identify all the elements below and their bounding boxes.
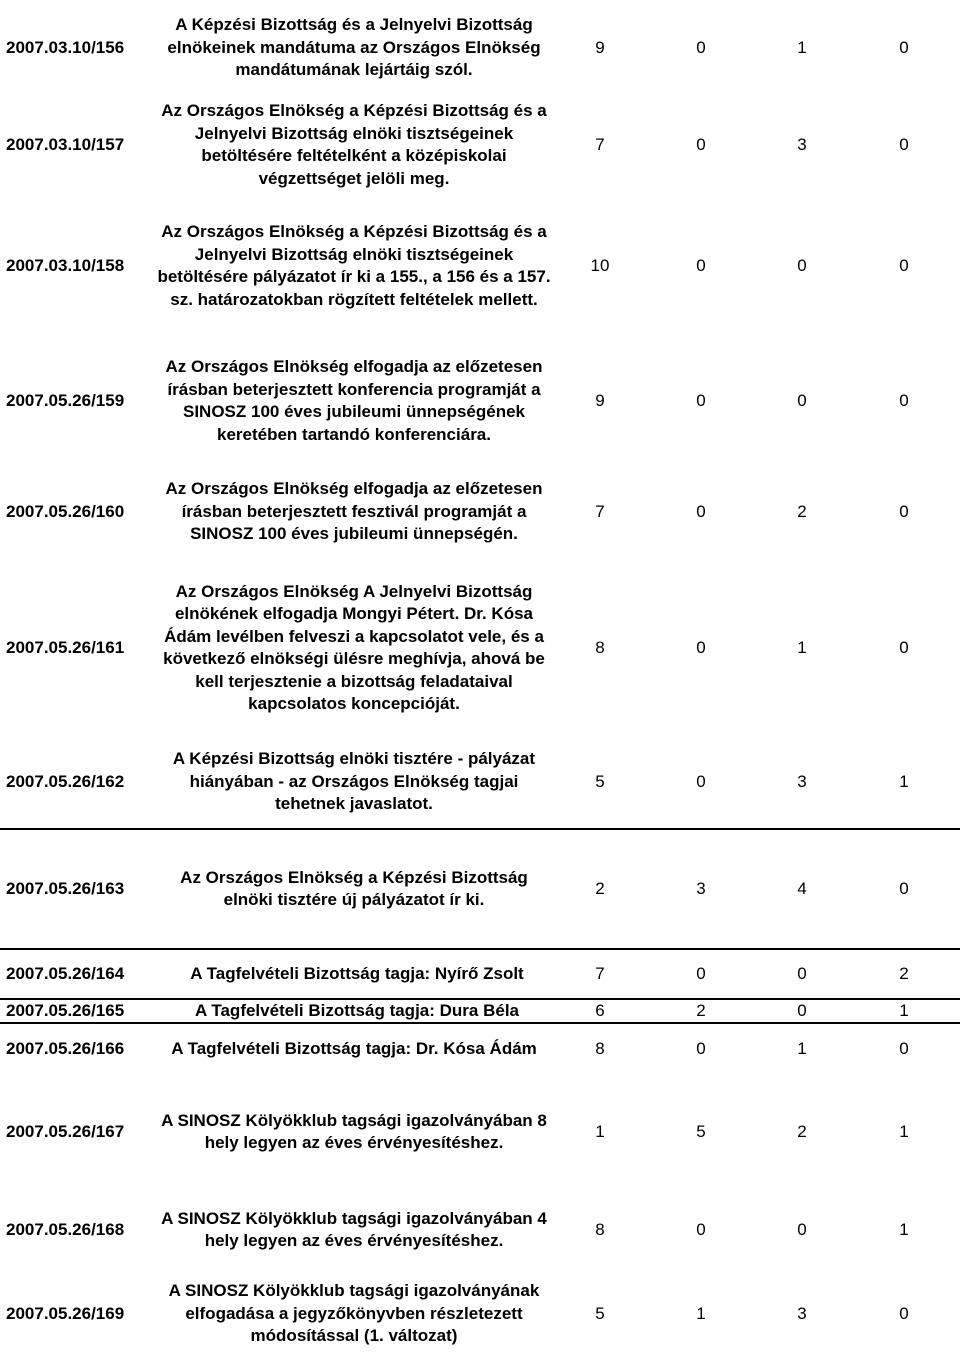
vote-other: 0 <box>899 38 909 57</box>
vote-abstain: 4 <box>797 879 807 898</box>
vote-yes: 7 <box>595 964 605 983</box>
vote-yes: 8 <box>595 1220 605 1239</box>
vote-yes: 2 <box>595 879 605 898</box>
resolution-text: A SINOSZ Kölyökklub tagsági igazolványában 8 hely legyen az éves érvényesítéshez. <box>161 1110 547 1152</box>
resolution-text: A SINOSZ Kölyökklub tagsági igazolványában 4 hely legyen az éves érvényesítéshez. <box>161 1208 547 1250</box>
vote-abstain: 3 <box>797 1304 807 1323</box>
table-row <box>0 464 960 560</box>
vote-no: 0 <box>696 135 706 154</box>
vote-no: 0 <box>696 772 706 791</box>
vote-no: 0 <box>696 1220 706 1239</box>
vote-other: 0 <box>899 135 909 154</box>
vote-no: 1 <box>696 1304 706 1323</box>
table-row <box>0 0 960 96</box>
vote-yes: 1 <box>595 1122 605 1141</box>
vote-abstain: 2 <box>797 1122 807 1141</box>
vote-other: 0 <box>899 256 909 275</box>
resolution-id: 2007.03.10/156 <box>6 38 125 57</box>
vote-abstain: 1 <box>797 638 807 657</box>
table-row <box>0 736 960 828</box>
vote-abstain: 2 <box>797 502 807 521</box>
vote-no: 0 <box>696 391 706 410</box>
vote-abstain: 0 <box>797 964 807 983</box>
resolution-id: 2007.03.10/157 <box>6 135 125 154</box>
resolution-text: Az Országos Elnökség a Képzési Bizottság és a Jelnyelvi Bizottság elnöki tisztségeinek betöltésére feltételként a középiskolai végzettséget jelöli meg. <box>161 101 547 188</box>
resolution-id: 2007.05.26/167 <box>6 1122 125 1141</box>
vote-yes: 8 <box>595 1039 605 1058</box>
resolution-id: 2007.05.26/159 <box>6 391 125 410</box>
vote-abstain: 0 <box>797 1220 807 1239</box>
vote-no: 0 <box>696 256 706 275</box>
vote-no: 0 <box>696 502 706 521</box>
resolution-text: A Tagfelvételi Bizottság tagja: Dura Béla <box>194 1000 519 1020</box>
resolution-id: 2007.05.26/160 <box>6 502 125 521</box>
vote-yes: 6 <box>595 1001 605 1020</box>
vote-no: 0 <box>696 964 706 983</box>
table-row <box>0 1086 960 1178</box>
vote-no: 0 <box>696 1039 706 1058</box>
vote-no: 5 <box>696 1122 706 1141</box>
vote-other: 0 <box>899 1304 909 1323</box>
resolution-id: 2007.05.26/169 <box>6 1304 125 1323</box>
vote-yes: 8 <box>595 638 605 657</box>
table-row <box>0 194 960 338</box>
vote-yes: 9 <box>595 38 605 57</box>
vote-abstain: 0 <box>797 1001 807 1020</box>
table-row <box>0 1184 960 1276</box>
table-row <box>0 828 960 948</box>
resolution-text: A Képzési Bizottság és a Jelnyelvi Bizottság elnökeinek mandátuma az Országos Elnökség mandátumának lejártáig szól. <box>167 15 541 80</box>
vote-no: 2 <box>696 1001 706 1020</box>
vote-abstain: 1 <box>797 38 807 57</box>
vote-abstain: 1 <box>797 1039 807 1058</box>
resolution-id: 2007.05.26/165 <box>6 1001 125 1020</box>
resolution-text: Az Országos Elnökség A Jelnyelvi Bizottság elnökének elfogadja Mongyi Pétert. Dr. Kósa Ádám levélben felveszi a kapcsolatot vele, és a következő elnökségi ülésre meghívja, ahová be kell terjesztenie a bizottság feladataival kapcsolatos koncepcióját. <box>163 581 545 713</box>
resolution-id: 2007.03.10/158 <box>6 256 125 275</box>
resolution-id: 2007.05.26/164 <box>6 964 125 983</box>
resolution-text: Az Országos Elnökség a Képzési Bizottság és a Jelnyelvi Bizottság elnöki tisztségeinek betöltésére pályázatot ír ki a 155., a 156 és a 157. sz. határozatokban rögzített feltételek mellett. <box>157 222 551 309</box>
table-row <box>0 338 960 464</box>
vote-abstain: 3 <box>797 772 807 791</box>
vote-yes: 9 <box>595 391 605 410</box>
resolution-id: 2007.05.26/166 <box>6 1039 125 1058</box>
vote-no: 3 <box>696 879 706 898</box>
table-row <box>0 1022 960 1074</box>
vote-abstain: 3 <box>797 135 807 154</box>
table-row <box>0 1264 960 1364</box>
vote-yes: 10 <box>590 256 610 275</box>
resolution-text: A Tagfelvételi Bizottság tagja: Dr. Kósa Ádám <box>171 1038 537 1058</box>
vote-other: 0 <box>899 638 909 657</box>
vote-abstain: 0 <box>797 391 807 410</box>
vote-other: 0 <box>899 1039 909 1058</box>
resolution-id: 2007.05.26/161 <box>6 638 125 657</box>
resolution-text: A Képzési Bizottság elnöki tisztére - pályázat hiányában - az Országos Elnökség tagjai tehetnek javaslatot. <box>172 749 536 814</box>
resolution-id: 2007.05.26/168 <box>6 1220 125 1239</box>
vote-yes: 5 <box>595 1304 605 1323</box>
vote-other: 1 <box>899 1122 909 1141</box>
vote-other: 2 <box>899 964 909 983</box>
vote-yes: 7 <box>595 135 605 154</box>
vote-other: 1 <box>899 772 909 791</box>
resolution-id: 2007.05.26/163 <box>6 879 125 898</box>
vote-abstain: 0 <box>797 256 807 275</box>
resolution-text: Az Országos Elnökség elfogadja az előzetesen írásban beterjesztett konferencia programját a SINOSZ 100 éves jubileumi ünnepségének keretében tartandó konferenciára. <box>165 357 543 444</box>
vote-other: 0 <box>899 502 909 521</box>
resolution-text: A SINOSZ Kölyökklub tagsági igazolványának elfogadása a jegyzőkönyvben részletezett módosítással (1. változat) <box>168 1281 540 1346</box>
vote-other: 1 <box>899 1001 909 1020</box>
vote-yes: 7 <box>595 502 605 521</box>
vote-other: 0 <box>899 879 909 898</box>
resolution-text: A Tagfelvételi Bizottság tagja: Nyírő Zsolt <box>190 963 524 983</box>
vote-no: 0 <box>696 638 706 657</box>
resolution-text: Az Országos Elnökség a Képzési Bizottság elnöki tisztére új pályázatot ír ki. <box>180 867 528 909</box>
resolution-id: 2007.05.26/162 <box>6 772 125 791</box>
vote-other: 0 <box>899 391 909 410</box>
vote-other: 1 <box>899 1220 909 1239</box>
vote-no: 0 <box>696 38 706 57</box>
resolution-text: Az Országos Elnökség elfogadja az előzetesen írásban beterjesztett fesztivál programját a SINOSZ 100 éves jubileumi ünnepségén. <box>165 479 543 544</box>
table-row <box>0 998 960 1022</box>
table-row <box>0 948 960 998</box>
vote-yes: 5 <box>595 772 605 791</box>
table-row <box>0 96 960 194</box>
table-row <box>0 560 960 736</box>
